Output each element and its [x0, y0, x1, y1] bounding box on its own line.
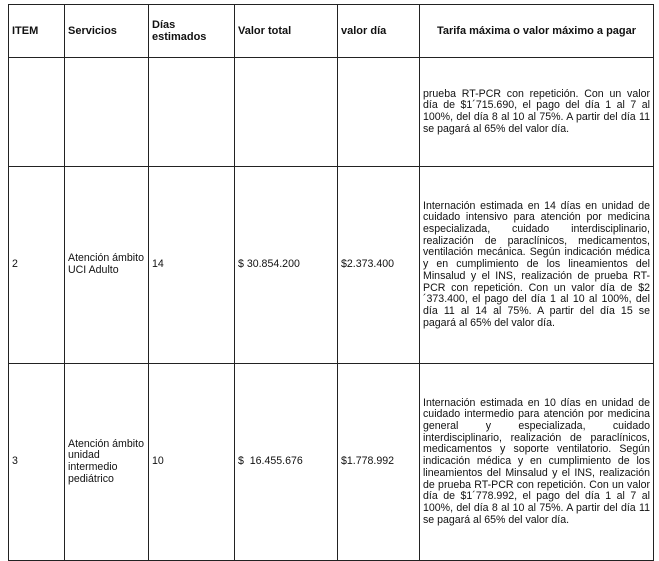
- cell-tarifa: prueba RT-PCR con repetición. Con un valor día de $1´715.690, el pago del día 1 al 7 al 100%, del día 8 al 10 al 75%. A partir del día 11 se pagará al 65% del valor día.: [420, 58, 654, 167]
- cell-valor-dia: [338, 58, 420, 167]
- cell-item: 3: [9, 364, 65, 561]
- table-row: [9, 364, 654, 561]
- cell-valor-dia: $1.778.992: [338, 364, 420, 561]
- cell-tarifa: Internación estimada en 10 días en unidad de cuidado intermedio para atención por medicina general y especializada, cuidado interdisciplinario, realización de paraclínicos, medicamentos y soporte ventilatorio. Según indicación médica y en cumplimiento de los lineamientos del Minsalud y el INS, realización de prueba RT-PCR con repetición. Con un valor día de $1´778.992, el pago del día 1 al 7 al 100%, del día 8 al 10 al 75%. A partir del día 11 se pagará al 65% del valor día.: [420, 364, 654, 561]
- cell-tarifa: Internación estimada en 14 días en unidad de cuidado intensivo para atención por medicina especializada, cuidado interdisciplinario, realización de paraclínicos, medicamentos, ventilación mecánica. Según indicación médica y en cumplimiento de los lineamientos del Minsalud y el INS, realización de prueba RT-PCR con repetición. Con un valor día de $2´373.400, el pago del día 1 al 10 al 100%, del día 11 al 14 al 75%. A partir del día 15 se pagará al 65% del valor día.: [420, 167, 654, 364]
- cell-servicio: Atención ámbito unidad intermedio pediátrico: [65, 364, 149, 561]
- cell-servicio: [65, 58, 149, 167]
- cell-item: [9, 58, 65, 167]
- header-item: ITEM: [9, 5, 65, 58]
- header-valor-dia: valor día: [338, 5, 420, 58]
- header-dias: Días estimados: [149, 5, 235, 58]
- table-row: [9, 167, 654, 364]
- cell-valor-total: $ 16.455.676: [235, 364, 338, 561]
- header-servicios: Servicios: [65, 5, 149, 58]
- cell-valor-total: [235, 58, 338, 167]
- header-tarifa: Tarifa máxima o valor máximo a pagar: [420, 5, 654, 58]
- header-valor-total: Valor total: [235, 5, 338, 58]
- cell-servicio: Atención ámbito UCI Adulto: [65, 167, 149, 364]
- cell-dias: 10: [149, 364, 235, 561]
- cell-dias: 14: [149, 167, 235, 364]
- cell-valor-dia: $2.373.400: [338, 167, 420, 364]
- header-row: [9, 5, 654, 58]
- services-table: [8, 4, 654, 561]
- cell-item: 2: [9, 167, 65, 364]
- table-row: [9, 58, 654, 167]
- cell-valor-total: $ 30.854.200: [235, 167, 338, 364]
- cell-dias: [149, 58, 235, 167]
